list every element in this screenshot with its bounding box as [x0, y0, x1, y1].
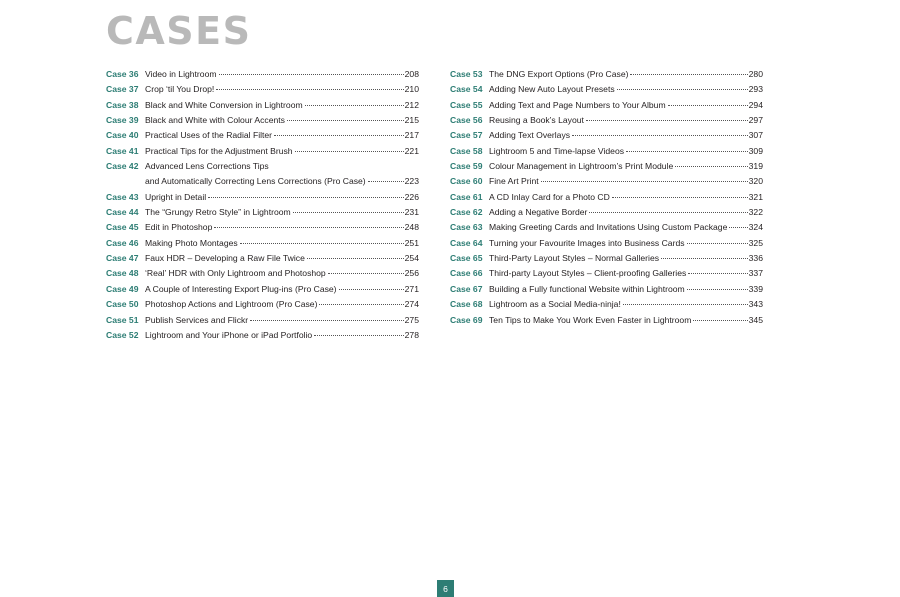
case-number: Case 69 [450, 314, 483, 325]
toc-entry[interactable] [450, 266, 763, 281]
case-number: Case 50 [106, 299, 139, 310]
case-number: Case 60 [450, 176, 483, 187]
toc-entry-line [106, 82, 419, 97]
case-title: Third-Party Layout Styles – Normal Galleries [489, 253, 660, 264]
case-title: Photoshop Actions and Lightroom (Pro Case) [145, 299, 318, 310]
page-reference: 294 [748, 99, 763, 110]
toc-entry[interactable] [106, 113, 419, 128]
toc-entry[interactable] [450, 313, 763, 328]
case-number: Case 61 [450, 191, 483, 202]
page-reference: 336 [748, 253, 763, 264]
dot-leader [687, 288, 748, 290]
dot-leader [630, 73, 747, 75]
case-number: Case 53 [450, 69, 483, 79]
case-number: Case 55 [450, 99, 483, 110]
case-title: Adding Text and Page Numbers to Your Album [489, 99, 666, 110]
case-number: Case 36 [106, 69, 139, 79]
case-number: Case 43 [106, 191, 139, 202]
page-reference: 293 [748, 84, 763, 95]
case-number: Case 45 [106, 222, 139, 233]
toc-right-column [450, 67, 763, 328]
toc-entry[interactable] [106, 251, 419, 266]
case-number: Case 48 [106, 268, 139, 279]
page-reference: 251 [404, 237, 419, 248]
toc-entry[interactable] [450, 82, 763, 97]
toc-entry-line [106, 190, 419, 205]
case-number: Case 38 [106, 99, 139, 110]
dot-leader [219, 73, 404, 75]
toc-entry[interactable] [106, 282, 419, 297]
toc-entry-line [106, 159, 419, 174]
page-reference: 297 [748, 115, 763, 126]
toc-entry[interactable] [450, 67, 763, 82]
page-reference: 215 [404, 115, 419, 126]
toc-entry-line [106, 313, 419, 328]
dot-leader [572, 134, 748, 136]
case-title: Video in Lightroom [145, 69, 217, 79]
page-reference: 256 [404, 268, 419, 279]
page-reference: 319 [748, 161, 763, 172]
toc-entry-line [450, 313, 763, 328]
page-reference: 322 [748, 207, 763, 218]
toc-entry-line [106, 266, 419, 281]
case-title: Practical Tips for the Adjustment Brush [145, 145, 293, 156]
dot-leader [661, 257, 748, 259]
dot-leader [287, 119, 404, 121]
toc-entry-line [450, 113, 763, 128]
toc-entry[interactable] [106, 98, 419, 113]
toc-entry-line [106, 98, 419, 113]
dot-leader [589, 211, 747, 213]
toc-entry[interactable] [450, 220, 763, 235]
toc-entry-line [450, 67, 763, 82]
case-title: and Automatically Correcting Lens Corrections (Pro Case) [145, 176, 366, 187]
case-title: Turning your Favourite Images into Business Cards [489, 237, 685, 248]
page-reference: 321 [748, 191, 763, 202]
case-number: Case 49 [106, 283, 139, 294]
page-reference: 339 [748, 283, 763, 294]
page-reference: 212 [404, 99, 419, 110]
toc-entry[interactable] [450, 297, 763, 312]
case-title: Reusing a Book’s Layout [489, 115, 584, 126]
case-number: Case 41 [106, 145, 139, 156]
toc-entry-line [450, 174, 763, 189]
case-title: Edit in Photoshop [145, 222, 213, 233]
dot-leader [305, 104, 404, 106]
case-title: Publish Services and Flickr [145, 314, 249, 325]
case-number: Case 62 [450, 207, 483, 218]
case-title: The “Grungy Retro Style” in Lightroom [145, 207, 291, 218]
page-number: 6 [437, 580, 454, 597]
toc-entry-line [106, 328, 419, 343]
dot-leader [240, 242, 404, 244]
dot-leader [586, 119, 748, 121]
toc-entry[interactable] [106, 205, 419, 220]
dot-leader [339, 288, 404, 290]
toc-entry-line [450, 190, 763, 205]
case-number: Case 42 [106, 161, 139, 172]
page-reference: 248 [404, 222, 419, 233]
page-reference: 275 [404, 314, 419, 325]
dot-leader [250, 319, 403, 321]
case-number: Case 65 [450, 253, 483, 264]
case-number: Case 39 [106, 115, 139, 126]
dot-leader [668, 104, 748, 106]
case-title: Advanced Lens Corrections Tips [145, 161, 269, 172]
case-number: Case 51 [106, 314, 139, 325]
toc-entry-line [106, 236, 419, 251]
toc-entry-line [450, 251, 763, 266]
toc-entry[interactable] [106, 190, 419, 205]
toc-entry[interactable] [450, 251, 763, 266]
case-title: Ten Tips to Make You Work Even Faster in Lightroom [489, 314, 692, 325]
dot-leader [675, 165, 747, 167]
case-title: A CD Inlay Card for a Photo CD [489, 191, 610, 202]
toc-entry[interactable] [106, 236, 419, 251]
page-reference: 226 [404, 191, 419, 202]
toc-entry-line [450, 159, 763, 174]
case-title: Adding New Auto Layout Presets [489, 84, 615, 95]
case-title: The DNG Export Options (Pro Case) [489, 69, 629, 79]
case-title: Colour Management in Lightroom’s Print Module [489, 161, 674, 172]
toc-entry[interactable] [106, 128, 419, 143]
page-reference: 307 [748, 130, 763, 141]
dot-leader [617, 88, 748, 90]
dot-leader [687, 242, 748, 244]
page-reference: 208 [404, 69, 419, 79]
page-title: CASES [106, 9, 252, 53]
dot-leader [307, 257, 404, 259]
toc-entry[interactable] [450, 190, 763, 205]
page-reference: 210 [404, 84, 419, 95]
toc-entry[interactable] [450, 113, 763, 128]
page-reference: 217 [404, 130, 419, 141]
case-number: Case 68 [450, 299, 483, 310]
case-title: Making Greeting Cards and Invitations Using Custom Package [489, 222, 728, 233]
dot-leader [216, 88, 403, 90]
dot-leader [214, 226, 403, 228]
toc-entry-line [106, 67, 419, 82]
case-number: Case 54 [450, 84, 483, 95]
case-title: Adding a Negative Border [489, 207, 588, 218]
toc-entry[interactable] [450, 236, 763, 251]
toc-entry-line [450, 144, 763, 159]
page-reference: 345 [748, 314, 763, 325]
page-reference: 320 [748, 176, 763, 187]
page-reference: 221 [404, 145, 419, 156]
case-title: Crop ‘til You Drop! [145, 84, 215, 95]
page-reference: 274 [404, 299, 419, 310]
toc-entry[interactable] [450, 144, 763, 159]
dot-leader [729, 226, 747, 228]
page-reference: 325 [748, 237, 763, 248]
toc-entry[interactable] [106, 82, 419, 97]
page-reference: 254 [404, 253, 419, 264]
toc-entry-line [450, 205, 763, 220]
dot-leader [541, 180, 748, 182]
page-reference: 271 [404, 283, 419, 294]
dot-leader [626, 150, 748, 152]
toc-entry[interactable] [450, 128, 763, 143]
case-number: Case 44 [106, 207, 139, 218]
dot-leader [368, 180, 404, 182]
case-number: Case 52 [106, 329, 139, 340]
toc-entry-line [106, 220, 419, 235]
toc-entry-line [450, 236, 763, 251]
toc-entry-line [450, 266, 763, 281]
case-number: Case 57 [450, 130, 483, 141]
toc-entry[interactable] [106, 297, 419, 312]
case-number: Case 64 [450, 237, 483, 248]
dot-leader [208, 196, 404, 198]
toc-entry-line [450, 82, 763, 97]
case-title: A Couple of Interesting Export Plug-ins (Pro Case) [145, 283, 337, 294]
page-reference: 324 [748, 222, 763, 233]
toc-entry-line [450, 128, 763, 143]
page-reference: 278 [404, 329, 419, 340]
toc-entry-line [450, 282, 763, 297]
case-number: Case 56 [450, 115, 483, 126]
toc-entry-line [450, 297, 763, 312]
case-title: Lightroom as a Social Media-ninja! [489, 299, 621, 310]
dot-leader [314, 334, 403, 336]
toc-entry-line [106, 282, 419, 297]
page-reference: 337 [748, 268, 763, 279]
dot-leader [688, 272, 747, 274]
toc-entry-line [106, 297, 419, 312]
case-number: Case 59 [450, 161, 483, 172]
toc-entry[interactable] [450, 98, 763, 113]
toc-entry[interactable] [106, 144, 419, 159]
toc-entry[interactable] [450, 174, 763, 189]
case-title: Third-party Layout Styles – Client-proofing Galleries [489, 268, 687, 279]
case-title: Making Photo Montages [145, 237, 238, 248]
page-reference: 309 [748, 145, 763, 156]
case-title: Fine Art Print [489, 176, 539, 187]
page-reference: 231 [404, 207, 419, 218]
page-reference: 280 [748, 69, 763, 79]
page-reference: 343 [748, 299, 763, 310]
page-reference: 223 [404, 176, 419, 187]
dot-leader [612, 196, 748, 198]
case-title: Practical Uses of the Radial Filter [145, 130, 273, 141]
case-number: Case 66 [450, 268, 483, 279]
case-number: Case 37 [106, 84, 139, 95]
toc-entry-line [450, 98, 763, 113]
toc-entry[interactable] [106, 67, 419, 82]
case-title: Upright in Detail [145, 191, 207, 202]
case-number: Case 47 [106, 253, 139, 264]
toc-entry[interactable] [450, 282, 763, 297]
dot-leader [319, 303, 403, 305]
case-number: Case 58 [450, 145, 483, 156]
toc-entry-line [106, 251, 419, 266]
toc-entry-line [106, 205, 419, 220]
toc-entry[interactable] [106, 159, 419, 190]
case-title: Black and White with Colour Accents [145, 115, 285, 126]
dot-leader [328, 272, 404, 274]
dot-leader [623, 303, 748, 305]
toc-left-column [106, 67, 419, 343]
toc-entry[interactable] [106, 328, 419, 343]
case-number: Case 67 [450, 283, 483, 294]
case-title: Black and White Conversion in Lightroom [145, 99, 303, 110]
toc-entry[interactable] [450, 159, 763, 174]
dot-leader [295, 150, 404, 152]
case-title: Lightroom 5 and Time-lapse Videos [489, 145, 625, 156]
toc-entry-line [106, 174, 419, 189]
case-title: Faux HDR – Developing a Raw File Twice [145, 253, 305, 264]
toc-entry[interactable] [450, 205, 763, 220]
toc-entry[interactable] [106, 313, 419, 328]
case-title: Lightroom and Your iPhone or iPad Portfolio [145, 329, 313, 340]
case-title: Building a Fully functional Website within Lightroom [489, 283, 685, 294]
dot-leader [693, 319, 747, 321]
case-number: Case 63 [450, 222, 483, 233]
case-number: Case 40 [106, 130, 139, 141]
toc-entry-line [450, 220, 763, 235]
dot-leader [274, 134, 404, 136]
case-number: Case 46 [106, 237, 139, 248]
toc-entry-line [106, 113, 419, 128]
toc-entry-line [106, 128, 419, 143]
toc-entry-line [106, 144, 419, 159]
toc-entry[interactable] [106, 266, 419, 281]
dot-leader [293, 211, 404, 213]
case-title: ‘Real’ HDR with Only Lightroom and Photoshop [145, 268, 326, 279]
case-title: Adding Text Overlays [489, 130, 571, 141]
toc-entry[interactable] [106, 220, 419, 235]
